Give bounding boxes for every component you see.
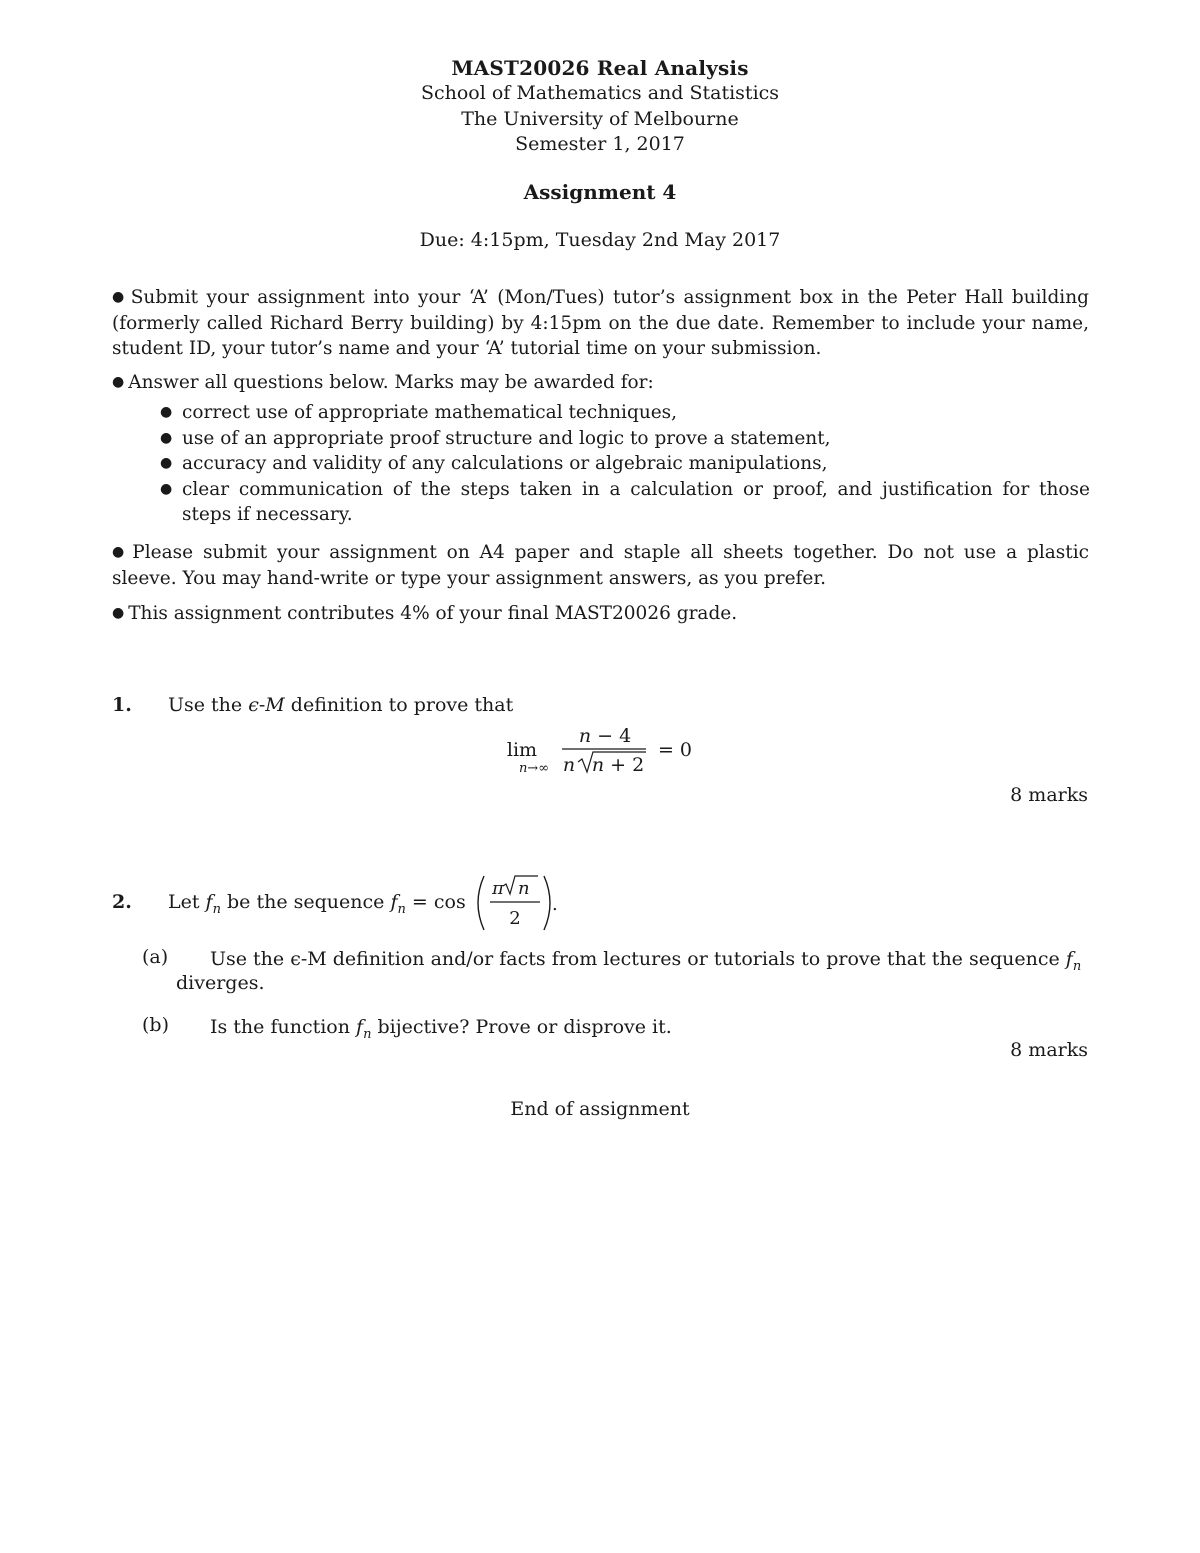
part-a-label: (a) — [142, 946, 169, 968]
school-name: School of Mathematics and Statistics — [420, 82, 780, 104]
svg-text:n + 2: n + 2 — [591, 754, 645, 776]
question-1-number: 1. — [112, 694, 132, 716]
bullet-icon: ● — [160, 429, 173, 446]
bullet-icon: ● — [112, 544, 129, 560]
question-2-number: 2. — [112, 891, 132, 913]
answer-all-text: Answer all questions below. Marks may be awarded for: — [128, 372, 654, 393]
assignment-title: Assignment 4 — [523, 180, 677, 204]
question-1-marks: 8 marks — [1010, 784, 1088, 806]
svg-text:2: 2 — [509, 908, 521, 929]
criteria-list — [160, 400, 1090, 528]
paper-instruction — [112, 540, 1089, 591]
part-b-text: Is the function $f_n$ bijective? Prove or disprove it. — [210, 1016, 672, 1042]
paper-text: Please submit your assignment on A4 paper and staple all sheets together. Do not use a plastic sleeve. You may hand-write or type your assignment answers, as you prefer. — [112, 542, 1090, 589]
svg-text:n→∞: n→∞ — [518, 761, 550, 776]
part-a-cont: diverges. — [176, 972, 265, 994]
part-a-text: Use the ϵ-M definition and/or facts from lectures or tutorials to prove that the sequence $f_n$ — [210, 948, 1082, 974]
svg-text:n: n — [518, 878, 530, 899]
end-of-assignment: End of assignment — [510, 1098, 690, 1120]
question-2-text: Let $f_n$ be the sequence $f_n = \cos$ — [168, 891, 466, 917]
bullet-icon: ● — [112, 374, 125, 390]
criteria-item: ● use of an appropriate proof structure and logic to prove a statement, — [160, 426, 1090, 452]
submit-text: Submit your assignment into your ‘A’ (Mon/Tues) tutor’s assignment box in the Peter Hall building (formerly called Richard Berry building) by 4:15pm on the due date. Remember to include your name, student ID, your tutor’s name and your ‘A’ tutorial time on your submission. — [112, 287, 1089, 359]
svg-text:= 0: = 0 — [657, 739, 693, 761]
due-date: Due: 4:15pm, Tuesday 2nd May 2017 — [419, 229, 781, 251]
criteria-item: ● clear communication of the steps taken in a calculation or proof, and justification for those steps if necessary. — [160, 478, 1090, 525]
answer-all-instruction — [112, 370, 1089, 396]
bullet-icon: ● — [160, 404, 173, 420]
criteria-item: ● accuracy and validity of any calculations or algebraic manipulations, — [160, 451, 1090, 477]
submit-instruction — [112, 285, 1089, 362]
contribution-text: This assignment contributes 4% of your final MAST20026 grade. — [128, 603, 738, 624]
svg-text:n − 4: n − 4 — [578, 725, 632, 747]
question-2-marks: 8 marks — [1010, 1039, 1088, 1061]
part-b-label: (b) — [142, 1014, 169, 1036]
university-name: The University of Melbourne — [461, 108, 739, 130]
limit-formula — [500, 722, 700, 780]
svg-text:n: n — [562, 754, 576, 776]
bullet-icon: ● — [160, 455, 173, 471]
question-1-text: Use the ϵ-M definition to prove that — [168, 694, 514, 716]
cos-argument-formula — [472, 872, 562, 934]
bullet-icon: ● — [160, 480, 173, 497]
course-title: MAST20026 Real Analysis — [451, 56, 749, 80]
bullet-icon: ● — [112, 289, 127, 305]
contribution-instruction — [112, 601, 1089, 627]
svg-text:π: π — [492, 878, 504, 899]
criteria-item: ● correct use of appropriate mathematical techniques, — [160, 400, 1090, 426]
semester: Semester 1, 2017 — [515, 133, 685, 155]
svg-text:lim: lim — [506, 739, 538, 761]
svg-text:.: . — [552, 894, 558, 915]
bullet-icon: ● — [112, 605, 125, 621]
